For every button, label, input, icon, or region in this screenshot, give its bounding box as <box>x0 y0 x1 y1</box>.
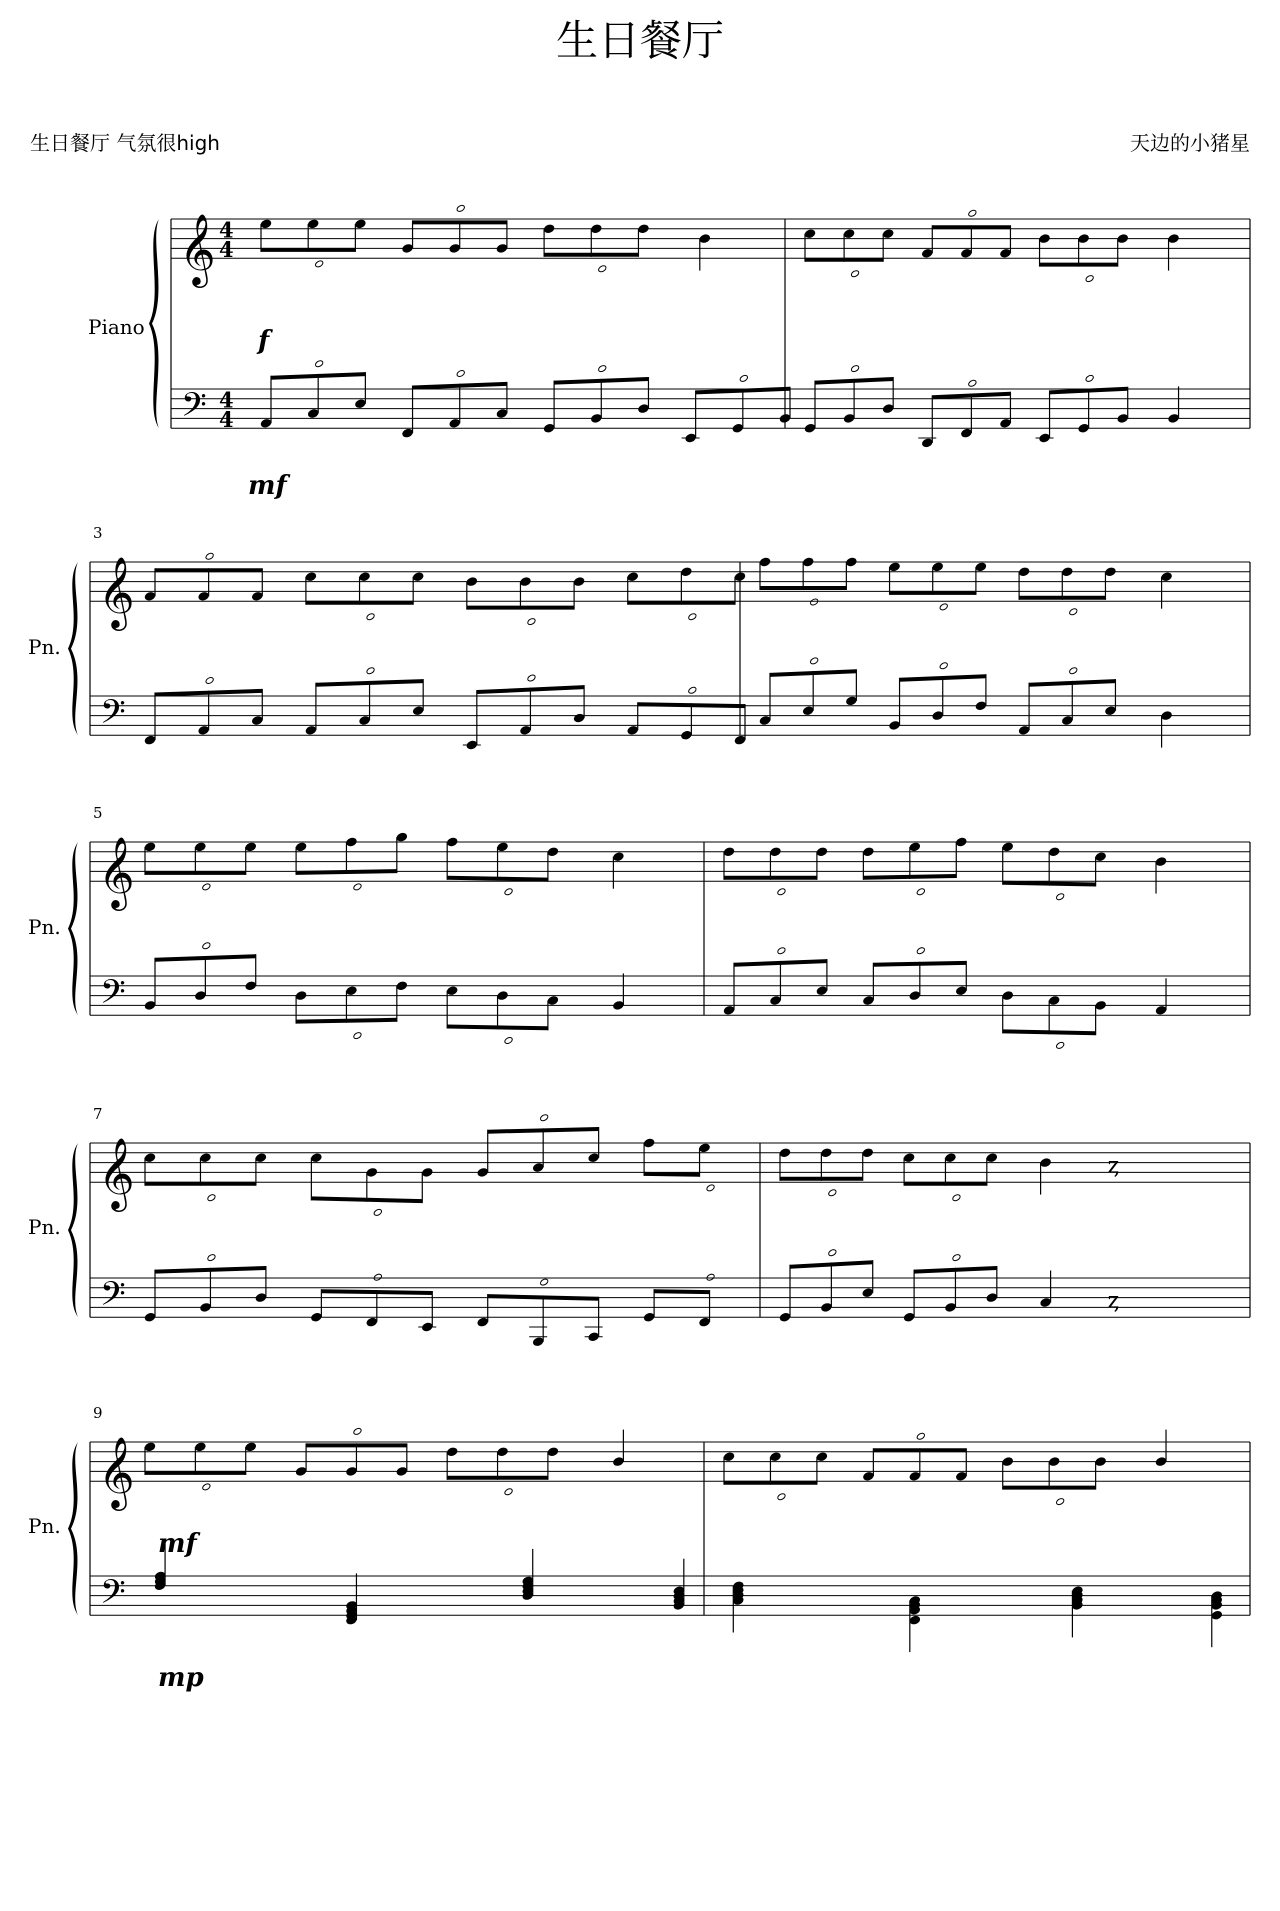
note-beam <box>306 601 413 605</box>
articulation-mark <box>353 1427 363 1436</box>
note-beam <box>467 606 574 610</box>
note-beam <box>145 871 246 875</box>
articulation-mark <box>939 662 949 671</box>
articulation-mark <box>850 269 860 278</box>
articulation-mark <box>205 552 215 561</box>
articulation-mark <box>207 1193 217 1202</box>
articulation-mark <box>539 1113 549 1122</box>
note-beam <box>890 591 976 595</box>
note-beam <box>145 1182 256 1186</box>
articulation-mark <box>202 1483 212 1492</box>
articulation-mark <box>314 260 324 269</box>
note-beam <box>628 601 735 605</box>
note-beam <box>544 253 638 257</box>
dynamic-marking: mf <box>248 471 287 501</box>
articulation-mark <box>952 1253 962 1262</box>
instrument-label: Pn. <box>28 635 61 659</box>
note-beam <box>932 225 1010 229</box>
articulation-mark <box>527 674 537 683</box>
treble-clef: 𝄞 <box>98 835 135 909</box>
note-beam <box>306 1443 407 1447</box>
note-beam <box>873 1448 966 1452</box>
piano-brace <box>68 842 78 1015</box>
bass-clef: 𝄢 <box>181 386 207 433</box>
articulation-mark <box>373 1273 383 1282</box>
articulation-mark <box>777 1492 787 1501</box>
articulation-mark <box>205 676 215 685</box>
measure-number: 5 <box>93 804 103 822</box>
note-beam <box>1040 263 1118 267</box>
score-title: 生日餐厅 <box>555 16 724 65</box>
articulation-mark <box>539 1278 549 1287</box>
articulation-mark <box>1055 1041 1065 1050</box>
articulation-mark <box>916 1432 926 1441</box>
articulation-mark <box>777 888 787 897</box>
articulation-mark <box>828 1189 838 1198</box>
treble-clef: 𝄞 <box>98 1435 135 1509</box>
articulation-mark <box>1085 274 1095 283</box>
articulation-mark <box>968 209 978 218</box>
articulation-mark <box>688 686 698 695</box>
quarter-rest: ȥ <box>1107 1153 1120 1179</box>
bass-clef: 𝄢 <box>100 1573 126 1620</box>
articulation-mark <box>809 598 819 607</box>
note-beam <box>724 876 817 880</box>
quarter-rest: ȥ <box>1107 1288 1120 1314</box>
dynamic-marking: f <box>258 326 270 356</box>
articulation-mark <box>952 1193 962 1202</box>
articulation-mark <box>968 379 978 388</box>
note-beam <box>413 220 507 224</box>
articulation-mark <box>777 946 787 955</box>
articulation-mark <box>1055 1497 1065 1506</box>
note-beam <box>780 1177 863 1181</box>
articulation-mark <box>1069 666 1079 675</box>
note-beam <box>155 568 262 572</box>
treble-clef: 𝄞 <box>98 1136 135 1210</box>
articulation-mark <box>353 883 363 892</box>
articulation-mark <box>504 888 514 897</box>
articulation-mark <box>527 617 537 626</box>
articulation-mark <box>504 1036 514 1045</box>
instrument-label: Piano <box>88 315 145 339</box>
instrument-label: Pn. <box>28 1514 61 1538</box>
articulation-mark <box>598 265 608 274</box>
note-beam <box>724 1481 817 1485</box>
time-signature-top: 4 <box>219 217 234 243</box>
articulation-mark <box>1085 374 1095 383</box>
articulation-mark <box>688 612 698 621</box>
score-subtitle: 生日餐厅 气氛很high <box>30 131 220 155</box>
articulation-mark <box>207 1253 217 1262</box>
piano-brace <box>68 562 78 735</box>
measure-number: 7 <box>93 1105 103 1123</box>
note-beam <box>447 1476 548 1480</box>
time-signature-top: 4 <box>219 387 234 413</box>
treble-clef: 𝄞 <box>179 212 216 286</box>
bass-clef: 𝄢 <box>100 693 126 740</box>
articulation-mark <box>456 204 466 213</box>
note-beam <box>1003 1486 1096 1490</box>
articulation-mark <box>202 883 212 892</box>
note-beam <box>145 1471 246 1475</box>
articulation-mark <box>202 942 212 951</box>
articulation-mark <box>598 364 608 373</box>
note-beam <box>654 1289 709 1294</box>
articulation-mark <box>1055 892 1065 901</box>
articulation-mark <box>314 359 324 368</box>
articulation-mark <box>504 1488 514 1497</box>
note-beam <box>760 586 846 590</box>
articulation-mark <box>706 1273 716 1282</box>
articulation-mark <box>366 666 376 675</box>
instrument-label: Pn. <box>28 915 61 939</box>
time-signature-bottom: 4 <box>219 237 234 263</box>
articulation-mark <box>1069 608 1079 617</box>
note-beam <box>805 258 883 262</box>
articulation-mark <box>353 1031 363 1040</box>
dynamic-marking: mf <box>158 1529 197 1559</box>
articulation-mark <box>739 374 749 383</box>
articulation-mark <box>916 888 926 897</box>
bass-clef: 𝄢 <box>100 973 126 1020</box>
articulation-mark <box>456 369 466 378</box>
measure-number: 3 <box>93 524 103 542</box>
piano-brace <box>149 219 159 428</box>
articulation-mark <box>850 364 860 373</box>
articulation-mark <box>809 657 819 666</box>
piano-brace <box>68 1143 78 1317</box>
articulation-mark <box>706 1184 716 1193</box>
note-beam <box>1019 596 1105 600</box>
composer: 天边的小猪星 <box>1130 131 1250 155</box>
note-beam <box>904 1182 987 1186</box>
time-signature-bottom: 4 <box>219 407 234 433</box>
note-beam <box>261 248 355 252</box>
articulation-mark <box>916 946 926 955</box>
dynamic-marking: mp <box>158 1663 204 1693</box>
piano-brace <box>68 1442 78 1615</box>
articulation-mark <box>373 1208 383 1217</box>
instrument-label: Pn. <box>28 1215 61 1239</box>
measure-number: 9 <box>93 1404 103 1422</box>
articulation-mark <box>939 603 949 612</box>
treble-clef: 𝄞 <box>98 555 135 629</box>
articulation-mark <box>366 612 376 621</box>
articulation-mark <box>828 1248 838 1257</box>
bass-clef: 𝄢 <box>100 1275 126 1322</box>
